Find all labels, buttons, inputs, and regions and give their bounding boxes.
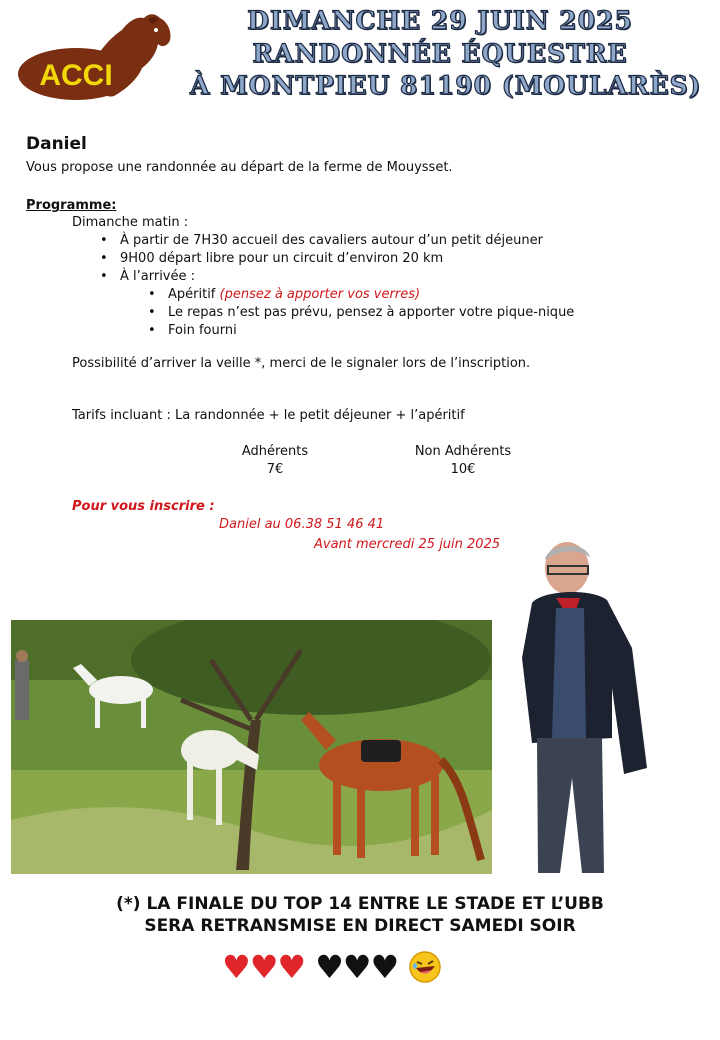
members-price: 7€ (266, 462, 284, 477)
programme-day: Dimanche matin : (72, 215, 189, 230)
red-heart-icon: ♥ (249, 948, 279, 986)
horses-photo (11, 620, 492, 874)
programme-list (100, 232, 543, 286)
title-event: RANDONNÉE ÉQUESTRE (252, 39, 628, 68)
non-members-label: Non Adhérents (414, 444, 512, 459)
red-heart-icon: ♥ (277, 948, 307, 986)
footnote-line2: SERA RETRANSMISE EN DIRECT SAMEDI SOIR (144, 916, 576, 936)
pricing-intro: Tarifs incluant : La randonnée + le petit déjeuner + l’apéritif (72, 408, 465, 423)
laughing-face-icon (408, 950, 442, 984)
list-item-aperitif (148, 286, 574, 304)
non-members-price: 10€ (450, 462, 476, 477)
logo-text: ACCI (39, 59, 113, 92)
title-date: DIMANCHE 29 JUIN 2025 (247, 6, 633, 35)
black-heart-icon: ♥ (370, 948, 400, 986)
organizer-name: Daniel (26, 134, 87, 154)
black-heart-icon: ♥ (315, 948, 344, 986)
programme-heading: Programme: (26, 198, 117, 213)
intro-text: Vous propose une randonnée au départ de la ferme de Mouysset. (26, 160, 453, 175)
footnote (60, 893, 660, 937)
organizer-photo (512, 538, 662, 878)
registration-label: Pour vous inscrire : (72, 499, 215, 514)
registration-deadline: Avant mercredi 25 juin 2025 (314, 537, 501, 552)
aperitif-label: Apéritif (168, 287, 216, 302)
acci-logo (10, 8, 175, 104)
aperitif-note: (pensez à apporter vos verres) (219, 287, 421, 302)
members-label: Adhérents (241, 444, 309, 459)
emoji-row (222, 948, 442, 986)
footnote-line1: (*) LA FINALE DU TOP 14 ENTRE LE STADE ET L’UBB (116, 894, 604, 914)
list-item: • Foin fourni (148, 322, 574, 340)
arrival-list (148, 286, 574, 340)
list-item: • 9H00 départ libre pour un circuit d’environ 20 km (100, 250, 543, 268)
registration-contact: Daniel au 06.38 51 46 41 (219, 517, 385, 532)
black-heart-icon: ♥ (342, 948, 372, 986)
eve-arrival-note: Possibilité d’arriver la veille *, merci de le signaler lors de l’inscription. (72, 356, 531, 371)
list-item: • À l’arrivée : (100, 268, 543, 286)
red-heart-icon: ♥ (222, 948, 251, 986)
list-item: • Le repas n’est pas prévu, pensez à apporter votre pique-nique (148, 304, 574, 322)
list-item: • À partir de 7H30 accueil des cavaliers autour d’un petit déjeuner (100, 232, 543, 250)
title-location: À MONTPIEU 81190 (MOULARÈS) (190, 71, 702, 100)
